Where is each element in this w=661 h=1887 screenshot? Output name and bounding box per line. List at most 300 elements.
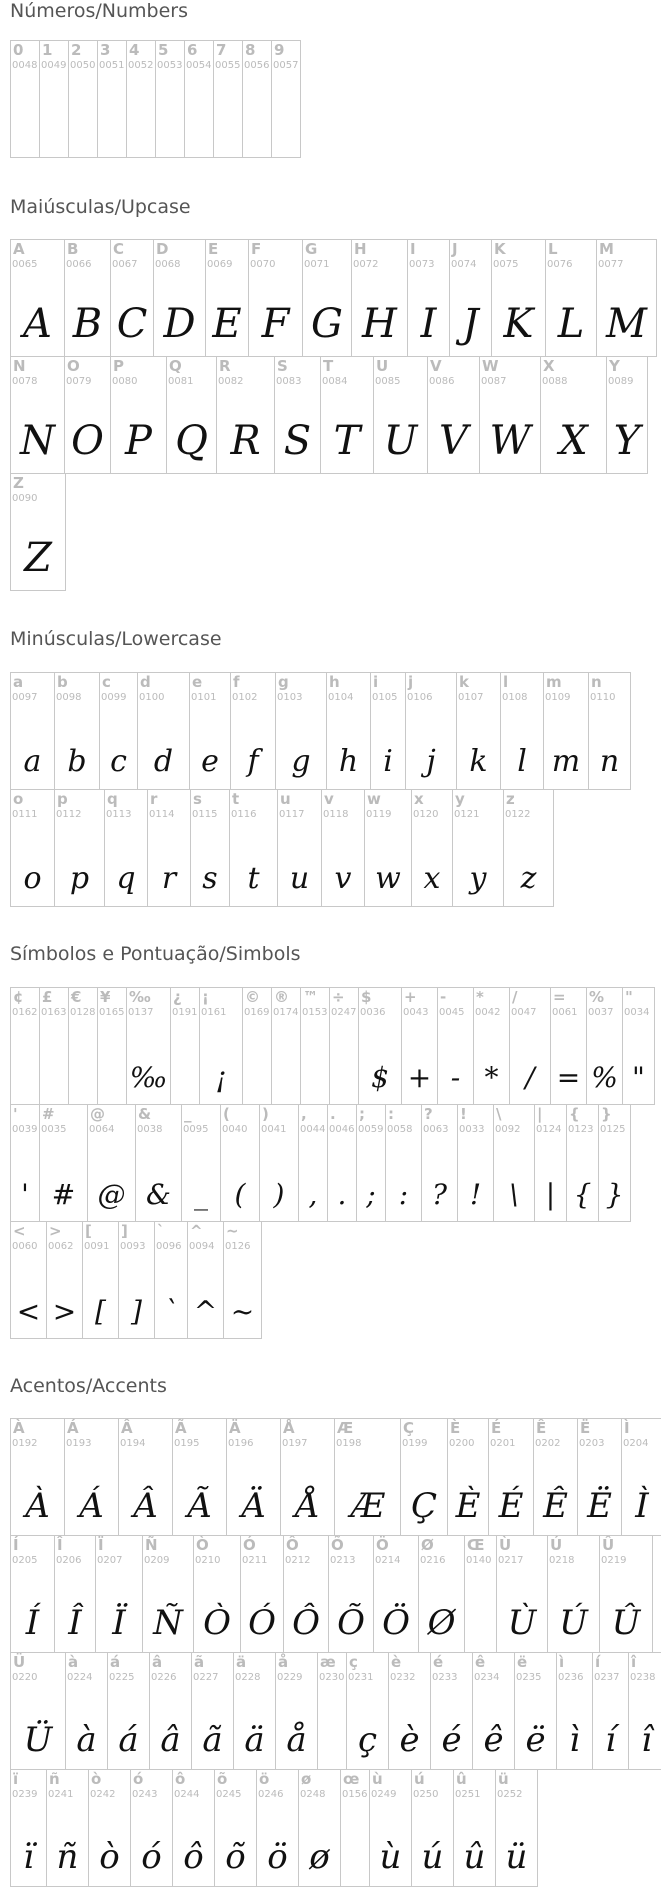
glyph-sample: K — [503, 301, 534, 347]
glyph-label: ¿ — [173, 988, 182, 1006]
glyph-cell — [10, 1221, 47, 1339]
glyph-sample: V — [439, 418, 468, 464]
glyph-label: Å — [283, 1419, 295, 1437]
glyph-code: 0224 — [67, 1672, 93, 1683]
glyph-cell — [452, 789, 504, 907]
glyph-cell — [39, 987, 69, 1105]
glyph-label: ) — [262, 1105, 269, 1123]
glyph-label: H — [354, 240, 367, 258]
glyph-label: X — [543, 357, 555, 375]
glyph-sample: Û — [611, 1603, 641, 1643]
glyph-cell — [411, 789, 453, 907]
glyph-label: â — [152, 1653, 163, 1671]
glyph-code: 0090 — [12, 493, 38, 504]
glyph-label: 4 — [129, 41, 140, 59]
glyph-cell — [464, 1535, 497, 1653]
glyph-cell — [214, 1769, 257, 1887]
glyph-code: 0043 — [403, 1007, 429, 1018]
glyph-sample: t — [247, 861, 260, 896]
glyph-label: õ — [217, 1770, 228, 1788]
glyph-cell — [364, 789, 412, 907]
glyph-label: x — [414, 790, 424, 808]
glyph-label: E — [208, 240, 219, 258]
glyph-sample: ~ — [230, 1295, 255, 1328]
glyph-cell — [556, 1652, 593, 1770]
glyph-label: D — [156, 240, 169, 258]
glyph-cell — [370, 672, 406, 790]
glyph-cell — [181, 1104, 221, 1222]
glyph-label: ! — [460, 1105, 467, 1123]
glyph-label: ® — [274, 988, 289, 1006]
glyph-label: © — [245, 988, 260, 1006]
glyph-sample: ? — [431, 1178, 447, 1211]
glyph-code: 0214 — [375, 1555, 401, 1566]
glyph-sample: Õ — [337, 1603, 365, 1643]
glyph-label: Æ — [337, 1419, 354, 1437]
glyph-cell — [473, 987, 510, 1105]
glyph-sample: Ô — [292, 1603, 320, 1643]
glyph-cell — [400, 1418, 448, 1536]
glyph-code: 0089 — [608, 376, 634, 387]
glyph-code: 0092 — [495, 1124, 521, 1135]
glyph-code: 0237 — [594, 1672, 620, 1683]
glyph-cell — [407, 239, 450, 357]
glyph-code: 0041 — [261, 1124, 287, 1135]
glyph-code: 0243 — [132, 1789, 158, 1800]
glyph-code: 0034 — [624, 1007, 650, 1018]
glyph-label: r — [150, 790, 158, 808]
glyph-sample: d — [153, 744, 174, 779]
glyph-label: Â — [121, 1419, 133, 1437]
glyph-code: 0218 — [549, 1555, 575, 1566]
glyph-cell — [328, 1535, 374, 1653]
glyph-code: 0033 — [459, 1124, 485, 1135]
glyph-label: k — [459, 673, 469, 691]
glyph-cell — [149, 1652, 192, 1770]
glyph-sample: ‰ — [129, 1061, 168, 1094]
glyph-label: _ — [184, 1105, 192, 1123]
glyph-sample: j — [426, 744, 436, 779]
glyph-cell — [99, 672, 138, 790]
glyph-cell — [95, 1535, 143, 1653]
glyph-cell — [88, 1769, 131, 1887]
glyph-label: b — [57, 673, 68, 691]
glyph-cell — [199, 987, 243, 1105]
glyph-code: 0209 — [144, 1555, 170, 1566]
glyph-cell — [39, 40, 69, 158]
glyph-sample: ) — [273, 1178, 285, 1211]
glyph-label: @ — [90, 1105, 105, 1123]
glyph-code: 0226 — [151, 1672, 177, 1683]
glyph-sample: ë — [525, 1720, 546, 1760]
glyph-code: 0140 — [466, 1555, 492, 1566]
glyph-sample: È — [455, 1486, 481, 1526]
glyph-label: S — [277, 357, 288, 375]
glyph-label: Ó — [243, 1536, 256, 1554]
glyph-code: 0095 — [183, 1124, 209, 1135]
glyph-cell — [405, 672, 457, 790]
glyph-cell — [64, 1418, 119, 1536]
glyph-sample: h — [338, 744, 359, 779]
glyph-cell — [110, 356, 167, 474]
glyph-code: 0123 — [568, 1124, 594, 1135]
glyph-code: 0234 — [474, 1672, 500, 1683]
glyph-cell — [223, 1221, 262, 1339]
glyph-code: 0071 — [304, 259, 330, 270]
glyph-cell — [373, 356, 428, 474]
section-title-symbols: Símbolos e Pontuação/Simbols — [10, 943, 301, 965]
glyph-label: v — [324, 790, 334, 808]
glyph-sample: O — [71, 418, 104, 464]
glyph-cell — [229, 789, 278, 907]
glyph-code: 0078 — [12, 376, 38, 387]
glyph-code: 0205 — [12, 1555, 38, 1566]
glyph-cell — [110, 239, 154, 357]
glyph-label: p — [57, 790, 68, 808]
glyph-code: 0228 — [235, 1672, 261, 1683]
glyph-label: 5 — [158, 41, 169, 59]
glyph-label: ò — [91, 1770, 102, 1788]
glyph-label: ö — [259, 1770, 270, 1788]
glyph-cell — [271, 987, 301, 1105]
glyph-label: U — [376, 357, 389, 375]
glyph-label: w — [367, 790, 381, 808]
glyph-sample: É — [498, 1486, 524, 1526]
glyph-sample: N — [20, 418, 55, 464]
glyph-sample: Ú — [559, 1603, 588, 1643]
glyph-label: C — [113, 240, 125, 258]
glyph-label: ‰ — [129, 988, 151, 1006]
glyph-code: 0121 — [454, 809, 480, 820]
glyph-cell — [437, 987, 474, 1105]
glyph-cell — [248, 239, 303, 357]
glyph-code: 0108 — [502, 692, 528, 703]
glyph-cell — [275, 672, 327, 790]
glyph-code: 0050 — [70, 60, 96, 71]
glyph-sample: p — [69, 861, 90, 896]
glyph-code: 0197 — [282, 1438, 308, 1449]
glyph-label: # — [42, 1105, 55, 1123]
glyph-sample: Í — [25, 1603, 40, 1643]
glyph-cell — [126, 987, 171, 1105]
glyph-label: Z — [13, 474, 24, 492]
glyph-cell — [586, 987, 623, 1105]
glyph-label: Í — [13, 1536, 19, 1554]
glyph-sample: ¡ — [215, 1061, 227, 1094]
glyph-cell — [622, 987, 655, 1105]
glyph-code: 0202 — [535, 1438, 561, 1449]
glyph-cell — [64, 356, 111, 474]
glyph-code: 0239 — [12, 1789, 38, 1800]
glyph-sample: G — [311, 301, 343, 347]
glyph-sample: À — [25, 1486, 50, 1526]
glyph-cell — [259, 1104, 299, 1222]
glyph-code: 0156 — [342, 1789, 368, 1800]
glyph-cell — [242, 987, 272, 1105]
glyph-code: 0074 — [451, 259, 477, 270]
glyph-sample: m — [551, 744, 581, 779]
glyph-code: 0112 — [56, 809, 82, 820]
glyph-label: o — [13, 790, 24, 808]
glyph-cell — [97, 987, 127, 1105]
glyph-sample: ! — [469, 1178, 482, 1211]
glyph-label: F — [251, 240, 262, 258]
glyph-cell — [54, 789, 105, 907]
glyph-label: 3 — [100, 41, 111, 59]
glyph-label: e — [192, 673, 203, 691]
glyph-label: W — [482, 357, 499, 375]
glyph-cell — [298, 1104, 328, 1222]
glyph-label: ~ — [226, 1222, 239, 1240]
glyph-sample: Î — [68, 1603, 82, 1643]
glyph-sample: M — [606, 301, 647, 347]
glyph-label: n — [591, 673, 602, 691]
glyph-code: 0049 — [41, 60, 67, 71]
glyph-code: 0100 — [139, 692, 165, 703]
glyph-cell — [68, 40, 98, 158]
glyph-label: l — [503, 673, 509, 691]
glyph-sample: / — [525, 1061, 535, 1094]
glyph-cell — [298, 1769, 341, 1887]
glyph-sample: ô — [183, 1837, 204, 1877]
glyph-sample: g — [291, 744, 311, 779]
glyph-code: 0204 — [623, 1438, 649, 1449]
glyph-label: P — [113, 357, 124, 375]
glyph-sample: î — [641, 1720, 652, 1760]
glyph-sample: é — [441, 1720, 462, 1760]
glyph-cell — [534, 1104, 567, 1222]
glyph-label: , — [301, 1105, 307, 1123]
glyph-sample: á — [118, 1720, 139, 1760]
glyph-sample: ` — [164, 1295, 178, 1328]
glyph-sample: Ï — [112, 1603, 126, 1643]
glyph-sample: Á — [79, 1486, 104, 1526]
glyph-sample: Ç — [410, 1486, 437, 1526]
glyph-cell — [356, 1104, 386, 1222]
glyph-sample: v — [334, 861, 352, 896]
glyph-code: 0036 — [360, 1007, 386, 1018]
glyph-code: 0065 — [12, 259, 38, 270]
glyph-label: c — [102, 673, 111, 691]
glyph-code: 0048 — [12, 60, 38, 71]
glyph-label: ä — [236, 1653, 247, 1671]
glyph-cell — [547, 1535, 600, 1653]
glyph-label: [ — [85, 1222, 92, 1240]
glyph-code: 0088 — [542, 376, 568, 387]
glyph-cell — [10, 987, 40, 1105]
glyph-code: 0059 — [358, 1124, 384, 1135]
glyph-code: 0229 — [277, 1672, 303, 1683]
glyph-code: 0125 — [600, 1124, 626, 1135]
glyph-label: Ì — [624, 1419, 630, 1437]
glyph-cell — [54, 672, 100, 790]
glyph-code: 0206 — [56, 1555, 82, 1566]
glyph-code: 0070 — [250, 259, 276, 270]
glyph-cell — [39, 1104, 88, 1222]
glyph-label: Ú — [550, 1536, 563, 1554]
glyph-label: è — [391, 1653, 402, 1671]
glyph-label: R — [219, 357, 231, 375]
glyph-code: 0096 — [156, 1241, 182, 1252]
glyph-code: 0114 — [149, 809, 175, 820]
glyph-cell — [302, 239, 352, 357]
glyph-label: { — [569, 1105, 580, 1123]
glyph-label: ( — [223, 1105, 230, 1123]
glyph-label: Î — [57, 1536, 63, 1554]
glyph-sample: ' — [21, 1178, 29, 1211]
glyph-code: 0053 — [157, 60, 183, 71]
glyph-sample: s — [202, 861, 218, 896]
glyph-code: 0174 — [273, 1007, 299, 1018]
glyph-sample: > — [52, 1295, 77, 1328]
glyph-cell — [10, 1104, 40, 1222]
glyph-code: 0094 — [189, 1241, 215, 1252]
glyph-cell — [606, 356, 648, 474]
glyph-label: ÷ — [332, 988, 345, 1006]
glyph-sample: Ó — [248, 1603, 276, 1643]
glyph-code: 0105 — [372, 692, 398, 703]
glyph-sample: ê — [483, 1720, 504, 1760]
glyph-label: f — [233, 673, 240, 691]
glyph-cell — [10, 1418, 65, 1536]
glyph-code: 0236 — [558, 1672, 584, 1683]
glyph-sample: Ù — [507, 1603, 537, 1643]
glyph-cell — [430, 1652, 473, 1770]
glyph-code: 0066 — [66, 259, 92, 270]
glyph-label: Ô — [286, 1536, 299, 1554]
glyph-label: & — [138, 1105, 152, 1123]
glyph-sample: è — [399, 1720, 420, 1760]
glyph-label: í — [595, 1653, 601, 1671]
glyph-sample: { — [573, 1178, 592, 1211]
glyph-cell — [369, 1769, 412, 1887]
glyph-code: 0081 — [168, 376, 194, 387]
glyph-sample: Æ — [350, 1486, 385, 1526]
glyph-cell — [545, 239, 597, 357]
glyph-code: 0064 — [89, 1124, 115, 1135]
glyph-sample: $ — [371, 1061, 389, 1094]
glyph-sample: ó — [141, 1837, 162, 1877]
glyph-cell — [172, 1769, 215, 1887]
glyph-label: : — [388, 1105, 394, 1123]
glyph-sample: ; — [366, 1178, 376, 1211]
glyph-code: 0233 — [432, 1672, 458, 1683]
glyph-code: 0241 — [48, 1789, 74, 1800]
glyph-cell — [503, 789, 554, 907]
glyph-label: < — [13, 1222, 26, 1240]
glyph-cell — [509, 987, 551, 1105]
glyph-sample: P — [125, 418, 152, 464]
glyph-cell — [596, 239, 657, 357]
glyph-sample: ç — [357, 1720, 378, 1760]
glyph-cell — [10, 672, 55, 790]
glyph-sample: E — [212, 301, 242, 347]
glyph-code: 0163 — [41, 1007, 67, 1018]
glyph-label: ¡ — [202, 988, 209, 1006]
glyph-label: Ö — [376, 1536, 389, 1554]
section-title-accents: Acentos/Accents — [10, 1375, 167, 1397]
glyph-cell — [447, 1418, 489, 1536]
glyph-label: 2 — [71, 41, 82, 59]
glyph-cell — [126, 40, 156, 158]
glyph-cell — [240, 1535, 284, 1653]
glyph-cell — [64, 239, 111, 357]
glyph-cell — [46, 1221, 83, 1339]
glyph-sample: D — [163, 301, 196, 347]
glyph-cell — [10, 356, 65, 474]
glyph-cell — [147, 789, 191, 907]
glyph-sample: % — [591, 1061, 618, 1094]
glyph-sample: ^ — [193, 1295, 218, 1328]
glyph-code: 0116 — [231, 809, 257, 820]
glyph-code: 0058 — [387, 1124, 413, 1135]
glyph-sample: u — [289, 861, 310, 896]
glyph-code: 0045 — [439, 1007, 465, 1018]
glyph-code: 0107 — [458, 692, 484, 703]
glyph-code: 0227 — [193, 1672, 219, 1683]
section-title-numbers: Números/Numbers — [10, 0, 188, 22]
glyph-label: À — [13, 1419, 25, 1437]
glyph-sample: í — [605, 1720, 616, 1760]
glyph-code: 0044 — [300, 1124, 326, 1135]
glyph-cell — [242, 40, 272, 158]
glyph-label: Á — [67, 1419, 79, 1437]
glyph-label: $ — [361, 988, 372, 1006]
glyph-label: q — [107, 790, 118, 808]
glyph-code: 0120 — [413, 809, 439, 820]
glyph-label: ] — [121, 1222, 128, 1240]
glyph-sample: ä — [244, 1720, 265, 1760]
glyph-sample: û — [463, 1837, 486, 1877]
glyph-sample: ] — [131, 1295, 142, 1328]
glyph-sample: X — [559, 418, 588, 464]
glyph-cell — [411, 1769, 454, 1887]
glyph-cell — [184, 40, 214, 158]
glyph-code: 0244 — [174, 1789, 200, 1800]
glyph-label: ? — [424, 1105, 433, 1123]
glyph-cell — [97, 40, 127, 158]
glyph-sample: Ò — [203, 1603, 231, 1643]
section-title-upcase: Maiúsculas/Upcase — [10, 196, 191, 218]
section-title-lowercase: Minúsculas/Lowercase — [10, 628, 222, 650]
glyph-cell — [118, 1418, 173, 1536]
glyph-code: 0248 — [300, 1789, 326, 1800]
glyph-label: > — [49, 1222, 62, 1240]
glyph-sample: * — [484, 1061, 499, 1094]
glyph-code: 0252 — [497, 1789, 523, 1800]
glyph-cell — [65, 1652, 108, 1770]
glyph-code: 0052 — [128, 60, 154, 71]
glyph-code: 0126 — [225, 1241, 251, 1252]
glyph-label: ` — [157, 1222, 165, 1240]
glyph-label: A — [13, 240, 25, 258]
glyph-label: œ — [343, 1770, 360, 1788]
glyph-sample: : — [398, 1178, 409, 1211]
glyph-sample: | — [545, 1178, 556, 1211]
glyph-cell — [334, 1418, 401, 1536]
glyph-code: 0153 — [302, 1007, 328, 1018]
glyph-code: 0102 — [232, 692, 258, 703]
glyph-cell — [385, 1104, 422, 1222]
glyph-sample: @ — [97, 1178, 126, 1211]
glyph-sample: e — [201, 744, 219, 779]
glyph-label: ô — [175, 1770, 186, 1788]
glyph-sample: y — [469, 861, 487, 896]
glyph-code: 0067 — [112, 259, 138, 270]
glyph-code: 0137 — [128, 1007, 154, 1018]
glyph-label: à — [68, 1653, 79, 1671]
glyph-code: 0232 — [390, 1672, 416, 1683]
